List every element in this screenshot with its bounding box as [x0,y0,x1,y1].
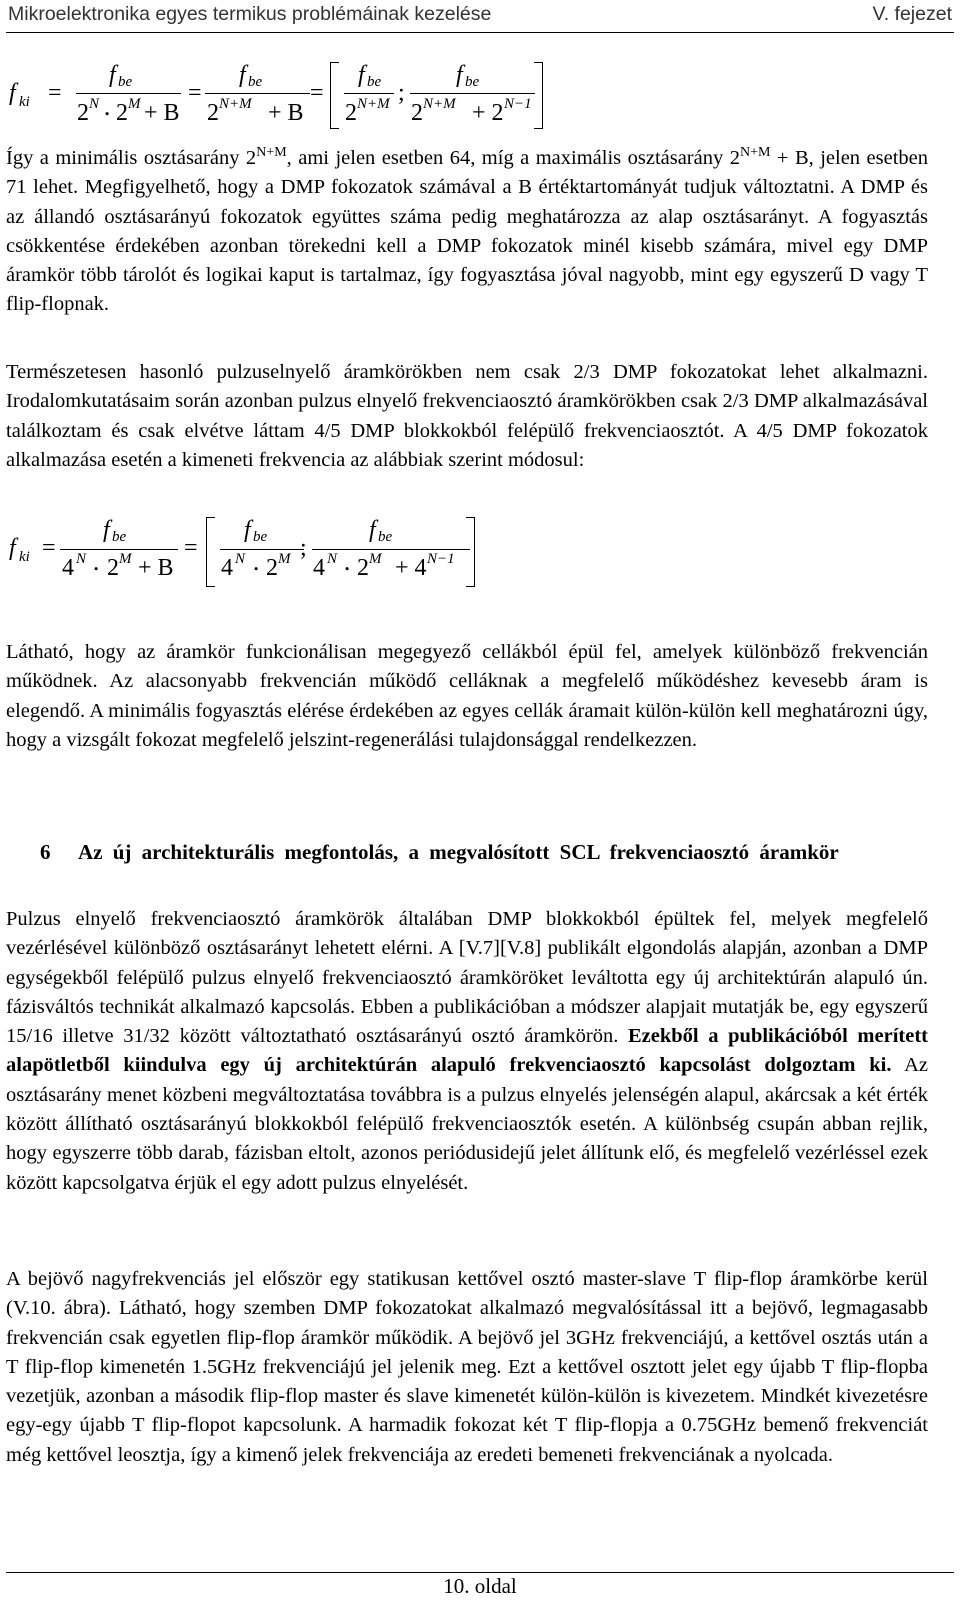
frac1-base-4: 4 [62,555,74,581]
frac1-dot: ⋅ [103,102,112,128]
fraction-bar [312,549,470,550]
paragraph-flipflop: A bejövő nagyfrekvenciás jel először egy statikusan kettővel osztó master-slave T flip-flop áramkörbe kerül (V.10. ábra). Látható, hogy szemben DMP fokozatokat alkalmazó megvalósítással itt a bejövő, legmagasabb frekvencián csak egyetlen flip-flop áramkör működik. A bejövő jel 3GHz frekvenciájú, a kettővel osztás után a T flip-flop kimenetén 1.5GHz frekvenciájú jel jelenik meg. Ezt a kettővel osztott jelet egy újabb T flip-flopba vezetjük, azonban a második flip-flop master és slave kimenetét külön-külön is kivezetem. Mindkét kivezetésre egy-egy újabb T flip-flopot kapcsolunk. A harmadik fokozat két T flip-flopja a 0.75GHz bemenő frekvenciát még kettővel leosztja, így a kimenő jelek frekvenciája az eredeti bemeneti frekvenciának a nyolcada. [6,1268,928,1466]
frac3-plus-4: + 4 [395,555,427,581]
frac3-numerator-f: f [358,62,365,88]
paragraph-cells: Látható, hogy az áramkör funkcionálisan megegyező cellákból épül fel, amelyek különböző frekvencián működnek. Az alacsonyabb frekvencián működő celláknak a megfelelő működéshez kevesebb áram is elegendő. A minimális fogyasztás elérése érdekében az egyes cellák áramait külön-külön kell meghatározni úgy, hogy a vizsgált fokozat megfelelő jelszint-regenerálási tulajdonsággal rendelkezzen. [6,641,928,751]
frac2-exp-NplusM: N+M [219,96,252,112]
frac3-base-4: 4 [313,555,325,581]
section-title: Az új architekturális megfontolás, a megvalósított SCL frekvenciaosztó áramkör [78,840,839,864]
lhs-f: f [9,535,16,561]
p1-superscript-1: N+M [256,145,287,160]
frac1-base-2: 2 [107,555,119,581]
frac2-exp-N: N [235,551,246,567]
fraction-bar [205,93,310,94]
frac2-dot: ⋅ [252,557,261,583]
p1-superscript-2: N+M [739,145,771,160]
p4-text-1: Pulzus elnyelő frekvenciaosztó áramkörök általában DMP blokkokból épültek fel, melyek megfelelő vezérlésével különböző osztásarányt lehetett elérni. A [V.7][V.8] publikált elgondolás alapján, azonban a DMP egységekből felépülő pulzus elnyelő frekvenciaosztó áramköröket leváltotta egy új architektúrán alapuló ún. fázisváltós technikát alkalmazó kapcsolás. Ebben a publikációban a módszer alapjait mutatják be, egy egyszerű 15/16 illetve 31/32 között változtatható osztásarányú osztó áramkörön. [6,908,928,1048]
frac4-base-2: 2 [411,100,423,126]
section-heading [40,838,925,867]
running-header [8,3,952,29]
frac3-numerator-be: be [378,529,393,545]
header-rule [6,32,954,33]
frac1-plus-B: + B [144,100,180,126]
frac4-numerator-f: f [456,62,463,88]
frac3-exp-Nminus1: N−1 [427,551,455,567]
frac2-numerator-f: f [244,517,251,543]
equation-2n-division [0,50,960,140]
frac3-exp-M: M [369,551,382,567]
paragraph-4-5-dmp: Természetesen hasonló pulzuselnyelő áramkörökben nem csak 2/3 DMP fokozatokat lehet alkalmazni. Irodalomkutatásaim során azonban pulzus elnyelő frekvenciaosztó áramkörökben csak 2/3 DMP alkalmazásával találkoztam és csak elvétve láttam 4/5 DMP blokkokból felépülő frekvenciaosztót. A 4/5 DMP fokozatok alkalmazása esetén a kimeneti frekvencia az alábbiak szerint módosul: [6,361,928,471]
equals-sign: = [42,535,56,561]
frac1-base-2b: 2 [116,100,128,126]
frac2-base-2: 2 [207,100,219,126]
lhs-subscript-ki: ki [19,94,30,110]
frac1-numerator-f: f [103,517,110,543]
left-bracket [330,62,339,129]
fraction-bar [344,93,394,94]
frac2-base-2: 2 [266,555,278,581]
frac3-base-2: 2 [357,555,369,581]
frac3-numerator-f: f [369,517,376,543]
frac3-exp-N: N [327,551,338,567]
section-number: 6 [40,840,51,864]
frac2-exp-M: M [278,551,291,567]
frac1-numerator-be: be [118,74,133,90]
frac2-numerator-be: be [253,529,268,545]
equation-4n-division [0,505,960,600]
paragraph-architecture [6,905,928,1198]
semicolon: ; [300,535,307,561]
header-title: Mikroelektronika egyes termikus problémáinak kezelése [8,3,492,25]
left-bracket [206,517,215,587]
p4-bold-text: Ezekből a publikációból merített alapötletből kiindulva egy új architektúrán alapuló frekvenciaosztó kapcsolást dolgoztam ki. [6,1025,928,1077]
p4-text-2: Az osztásarány menet közbeni megváltoztatása továbbra is a pulzus elnyelés jelenségén alapul, akárcsak a két érték között állítható osztásarányú blokkokból felépülő frekvenciaosztók esetén. A különbség csupán abban rejlik, hogy egyszerre több darab, fázisban eltolt, azonos periódusidejű jelet állítunk elő, és megfelelő vezérléssel ezek között kapcsolgatva érjük el egy adott pulzus elnyelését. [6,1054,928,1194]
frac1-numerator-f: f [109,62,116,88]
equals-sign: = [48,80,62,106]
p1-text-3: + B, jelen esetben 71 lehet. Megfigyelhető, hogy a DMP fokozatok számával a B értéktartományát tudjuk változtatni. A DMP és az állandó osztásarányú fokozatok együttes száma pedig meghatározza az alap osztásarányt. A fogyasztás csökkentése érdekében azonban törekedni kell a DMP fokozatok minél kisebb számára, mivel egy DMP áramkör több tárolót és logikai kaput is tartalmaz, így fogyasztása jóval nagyobb, mint egy egyszerű D vagy T flip-flopnak. [6,147,928,316]
frac3-base-2: 2 [345,100,357,126]
equals-sign: = [184,535,198,561]
frac2-plus-B: + B [268,100,304,126]
lhs-f: f [9,80,16,106]
frac2-numerator-f: f [239,62,246,88]
frac1-exp-N: N [89,96,100,112]
frac4-exp-Nminus1: N−1 [504,96,532,112]
fraction-bar [76,93,181,94]
frac1-exp-N: N [76,551,87,567]
header-chapter: V. fejezet [872,3,952,25]
page-number: 10. oldal [443,1574,517,1598]
frac4-exp-NplusM: N+M [423,96,456,112]
right-bracket [534,62,543,129]
semicolon: ; [398,80,405,106]
frac3-exp-NplusM: N+M [357,96,390,112]
frac1-exp-M: M [119,551,132,567]
p1-text-1: Így a minimális osztásarány 2 [6,147,257,169]
fraction-bar [220,549,304,550]
p1-text-2: , ami jelen esetben 64, míg a maximális osztásarány 2 [286,147,740,169]
paragraph-division-ratio [6,144,928,320]
frac1-numerator-be: be [112,529,127,545]
frac4-numerator-be: be [465,74,480,90]
frac2-numerator-be: be [248,74,263,90]
frac1-exp-M: M [128,96,141,112]
footer-rule [6,1572,954,1573]
fraction-bar [60,549,178,550]
frac3-numerator-be: be [367,74,382,90]
equals-sign: = [310,80,324,106]
frac1-base-2: 2 [77,100,89,126]
fraction-bar [410,93,535,94]
frac2-base-4: 4 [221,555,233,581]
right-bracket [466,517,475,587]
frac4-plus-2: + 2 [472,100,504,126]
frac1-dot: ⋅ [92,557,101,583]
lhs-subscript-ki: ki [19,549,30,565]
frac3-dot: ⋅ [343,557,352,583]
equals-sign: = [188,80,202,106]
frac1-plus-B: + B [138,555,174,581]
